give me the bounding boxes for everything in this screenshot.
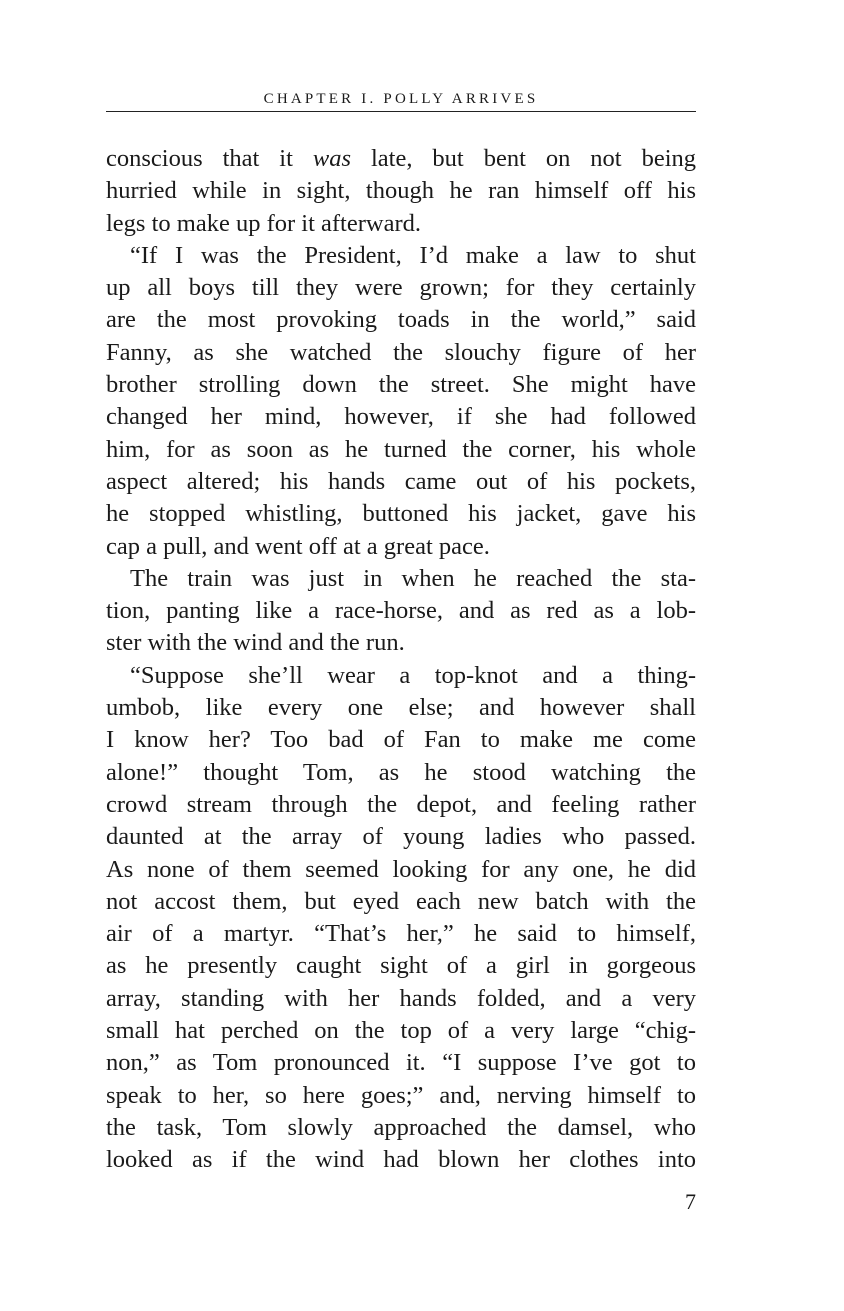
text-line: The train was just in when he reached the sta- xyxy=(130,564,696,592)
text-line: I know her? Too bad of Fan to make me come xyxy=(106,726,696,754)
text-line: daunted at the array of young ladies who passed. xyxy=(106,823,696,851)
text-line: hurried while in sight, though he ran himself off his xyxy=(106,177,696,205)
body-text xyxy=(106,143,696,1177)
text-line: alone!” thought Tom, as he stood watching the xyxy=(106,758,696,786)
text-line: not accost them, but eyed each new batch with the xyxy=(106,887,696,915)
text-line: array, standing with her hands folded, and a very xyxy=(106,984,696,1012)
text-line: legs to make up for it afterward. xyxy=(106,209,421,237)
text-line: looked as if the wind had blown her clothes into xyxy=(106,1146,696,1174)
text-line: are the most provoking toads in the world,” said xyxy=(106,306,696,334)
header-rule xyxy=(106,111,696,112)
line-segment: late, but bent on not being xyxy=(351,145,696,172)
text-line: brother strolling down the street. She might have xyxy=(106,371,696,399)
running-head: CHAPTER I. POLLY ARRIVES xyxy=(263,91,539,107)
text-line: ster with the wind and the run. xyxy=(106,629,405,657)
text-line: crowd stream through the depot, and feeling rather xyxy=(106,790,696,818)
text-line xyxy=(106,143,696,175)
text-line: tion, panting like a race-horse, and as red as a lob- xyxy=(106,597,696,625)
text-line: up all boys till they were grown; for they certainly xyxy=(106,274,696,302)
emphasis-word: was xyxy=(312,145,352,172)
text-line: as he presently caught sight of a girl in gorgeous xyxy=(106,952,696,980)
text-line: “If I was the President, I’d make a law to shut xyxy=(130,241,696,269)
text-line: non,” as Tom pronounced it. “I suppose I’ve got to xyxy=(106,1049,696,1077)
text-line: he stopped whistling, buttoned his jacket, gave his xyxy=(106,500,696,528)
text-line: the task, Tom slowly approached the damsel, who xyxy=(106,1113,696,1141)
text-line: air of a martyr. “That’s her,” he said to himself, xyxy=(106,920,696,948)
text-line: him, for as soon as he turned the corner, his whole xyxy=(106,435,696,463)
text-line: aspect altered; his hands came out of his pockets, xyxy=(106,467,696,495)
text-line: “Suppose she’ll wear a top-knot and a thing- xyxy=(130,661,696,689)
text-line: speak to her, so here goes;” and, nerving himself to xyxy=(106,1081,696,1109)
text-line: Fanny, as she watched the slouchy figure of her xyxy=(106,338,696,366)
text-line: umbob, like every one else; and however shall xyxy=(106,694,696,722)
text-line: small hat perched on the top of a very large “chig- xyxy=(106,1017,696,1045)
page-number: 7 xyxy=(685,1189,696,1214)
text-line: changed her mind, however, if she had followed xyxy=(106,403,696,431)
line-segment: conscious that it xyxy=(106,145,313,172)
text-line: cap a pull, and went off at a great pace. xyxy=(106,532,490,560)
text-line: As none of them seemed looking for any one, he did xyxy=(106,855,696,883)
